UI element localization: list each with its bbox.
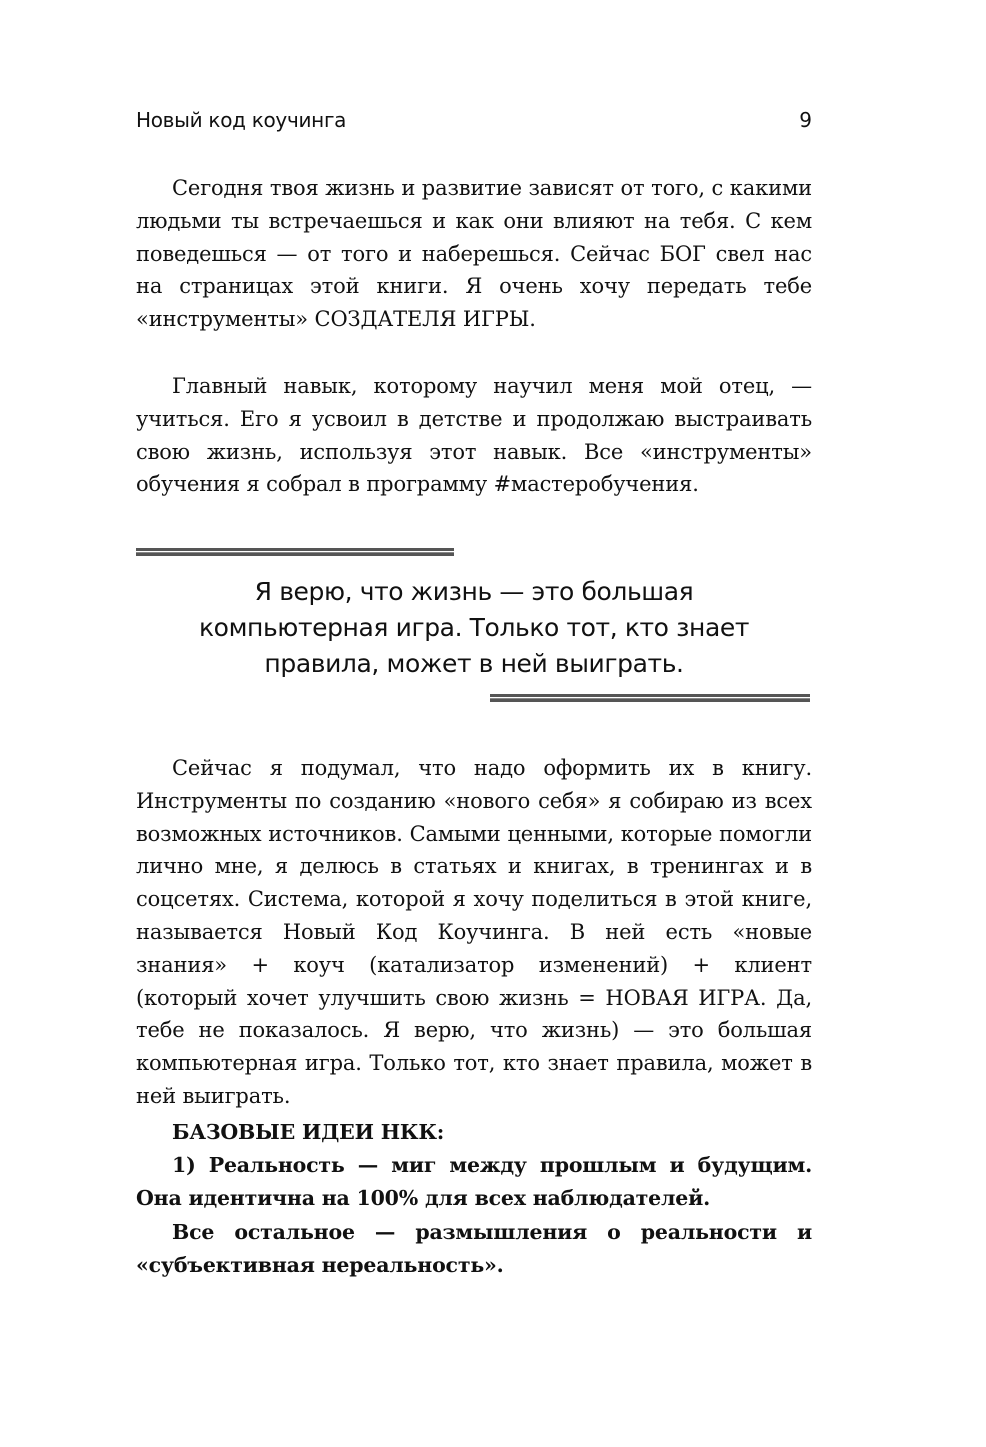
paragraph-2: Главный навык, которому научил меня мой отец, — учиться. Его я усвоил в детстве и продолжаю выстраивать свою жизнь, используя этот навык. Все «инструменты» обучения я собрал в программу #мастеробучения. (136, 374, 812, 497)
paragraph-3: Сейчас я подумал, что надо оформить их в книгу. Инструменты по созданию «нового себя» я собираю из всех возможных источников. Самыми ценными, которые помогли лично мне, я делюсь в статьях и книгах, в тренингах и в соцсетях. Система, которой я хочу поделиться в этой книге, называется Новый Код Коучинга. В ней есть «новые знания» + коуч (катализатор изменений) + клиент (который хочет улучшить свою жизнь = НОВАЯ ИГРА. Да, тебе не показалось. Я верю, что жизнь) — это большая компьютерная игра. Только тот, кто знает правила, может в ней выиграть. (136, 756, 812, 1108)
quote-bottom-rule (490, 694, 810, 702)
pull-quote-line-3: правила, может в ней выиграть. (264, 649, 684, 678)
pull-quote-line-2: компьютерная игра. Только тот, кто знает (198, 613, 750, 642)
paragraph-1: Сегодня твоя жизнь и развитие зависят от того, с какими людьми ты встречаешься и как они влияют на тебя. С кем поведешься — от того и наберешься. Сейчас БОГ свел нас на страницах этой книги. Я очень хочу передать тебе «инструменты» СОЗДАТЕЛЯ ИГРЫ. (136, 176, 812, 332)
pull-quote (136, 574, 812, 682)
running-title: Новый код коучинга (136, 108, 347, 132)
quote-top-rule (136, 548, 454, 556)
page-number: 9 (799, 108, 812, 132)
page-header (136, 108, 812, 142)
pull-quote-line-1: Я верю, что жизнь — это большая (254, 577, 694, 606)
base-idea-2: Все остальное — размышления о реальности и «субъективная нереальность». (136, 1220, 812, 1278)
base-ideas-section (136, 1116, 812, 1282)
base-ideas-heading: БАЗОВЫЕ ИДЕИ НКК: (172, 1120, 445, 1144)
base-idea-1: 1) Реальность — миг между прошлым и будущим. Она идентична на 100% для всех наблюдателей. (136, 1152, 812, 1210)
